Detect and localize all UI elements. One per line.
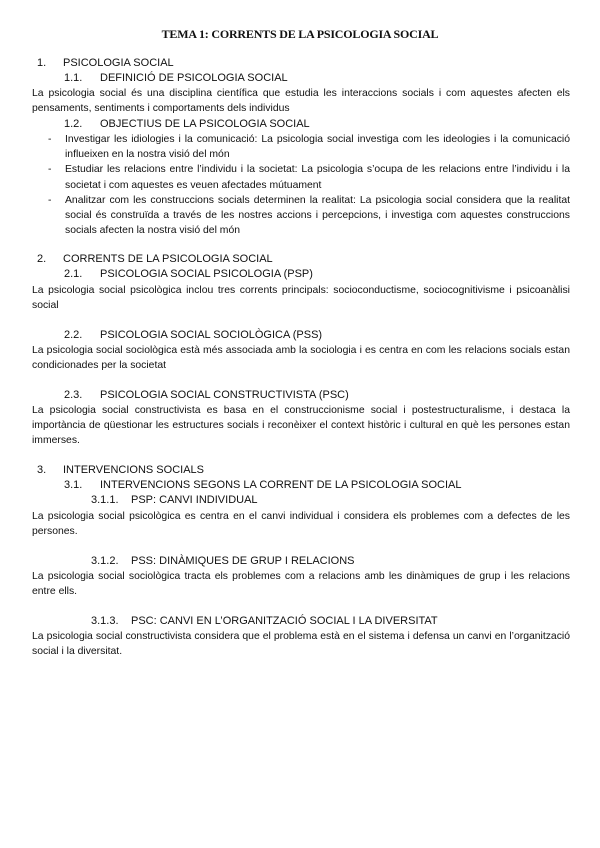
section-title: INTERVENCIONS SOCIALS [63, 464, 204, 476]
subsubsection-title: PSS: DINÀMIQUES DE GRUP I RELACIONS [131, 555, 355, 567]
subsection-title: PSICOLOGIA SOCIAL CONSTRUCTIVISTA (PSC) [100, 389, 349, 401]
subsection-number: 2.2. [64, 329, 83, 341]
paragraph-pss: La psicologia social sociològica està més associada amb la sociologia i es centra en com les relacions socials estan condicionades per la societat [32, 345, 570, 372]
paragraph-definition: La psicologia social és una disciplina científica que estudia les interaccions socials i com aquestes afecten els pensaments, sentiments i comportaments dels individus [32, 88, 570, 115]
subsection-title: PSICOLOGIA SOCIAL PSICOLOGIA (PSP) [100, 268, 313, 280]
subsection-number: 1.1. [64, 72, 83, 84]
document-title: TEMA 1: CORRENTS DE LA PSICOLOGIA SOCIAL [161, 27, 439, 41]
paragraph-psc: La psicologia social constructivista es basa en el construccionisme social i postestructuralisme, i destaca la importància de qüestionar les estructures socials i reconèixer el context històric i cultural en què les persones estan immerses. [32, 405, 570, 447]
section-number: 1. [37, 57, 47, 69]
section-number: 3. [37, 464, 47, 476]
section-title: PSICOLOGIA SOCIAL [63, 57, 174, 69]
subsection-number: 2.1. [64, 268, 83, 280]
subsection-heading-1-2 [64, 117, 310, 131]
subsection-heading-2-3 [64, 388, 349, 402]
subsection-heading-3-1 [64, 478, 461, 492]
subsection-number: 1.2. [64, 118, 83, 130]
list-item: - Analitzar com les construccions socials determinen la realitat: La psicologia social considera que la realitat social és construïda a través de les nostres accions i percepcions, i investiga com aquestes construccions socials afecten la nostra visió del món [48, 193, 570, 239]
section-heading-2 [37, 252, 273, 266]
objectives-list [48, 132, 570, 238]
paragraph-psp: La psicologia social psicològica inclou tres corrents principals: socioconductisme, sociocognitivisme i psicoanàlisi social [32, 285, 570, 312]
section-heading-3 [37, 463, 204, 477]
paragraph-dinamiques-grup: La psicologia social sociològica tracta els problemes com a relacions amb les dinàmiques de grup i les relacions entre ells. [32, 571, 570, 598]
subsection-heading-2-1 [64, 267, 313, 281]
subsection-title: OBJECTIUS DE LA PSICOLOGIA SOCIAL [100, 118, 310, 130]
subsection-title: INTERVENCIONS SEGONS LA CORRENT DE LA PSICOLOGIA SOCIAL [100, 479, 462, 491]
subsubsection-number: 3.1.1. [91, 494, 119, 506]
subsubsection-heading-3-1-3 [91, 614, 438, 628]
list-item: - Estudiar les relacions entre l’individu i la societat: La psicologia s’ocupa de les relacions entre l’individu i la societat i com aquestes es veuen afectades mútuament [48, 162, 570, 192]
subsubsection-number: 3.1.2. [91, 555, 119, 567]
list-item: - Investigar les idiologies i la comunicació: La psicologia social investiga com les ideologies i la comunicació influeixen en la nostra visió del món [48, 132, 570, 162]
subsection-number: 2.3. [64, 389, 83, 401]
subsection-heading-1-1 [64, 71, 288, 85]
subsection-number: 3.1. [64, 479, 83, 491]
section-number: 2. [37, 253, 47, 265]
paragraph-canvi-individual: La psicologia social psicològica es centra en el canvi individual i considera els problemes com a defectes de les persones. [32, 511, 570, 538]
section-heading-1 [37, 56, 174, 70]
section-title: CORRENTS DE LA PSICOLOGIA SOCIAL [63, 253, 273, 265]
subsubsection-heading-3-1-2 [91, 554, 355, 568]
subsubsection-title: PSC: CANVI EN L’ORGANITZACIÓ SOCIAL I LA DIVERSITAT [131, 615, 438, 627]
subsubsection-title: PSP: CANVI INDIVIDUAL [131, 494, 258, 506]
subsubsection-heading-3-1-1 [91, 493, 258, 507]
subsection-title: PSICOLOGIA SOCIAL SOCIOLÒGICA (PSS) [100, 329, 323, 341]
subsubsection-number: 3.1.3. [91, 615, 119, 627]
paragraph-organitzacio-social: La psicologia social constructivista considera que el problema està en el sistema i defensa un canvi en l’organització social i la diversitat. [32, 631, 570, 658]
subsection-title: DEFINICIÓ DE PSICOLOGIA SOCIAL [100, 72, 288, 84]
subsection-heading-2-2 [64, 328, 322, 342]
